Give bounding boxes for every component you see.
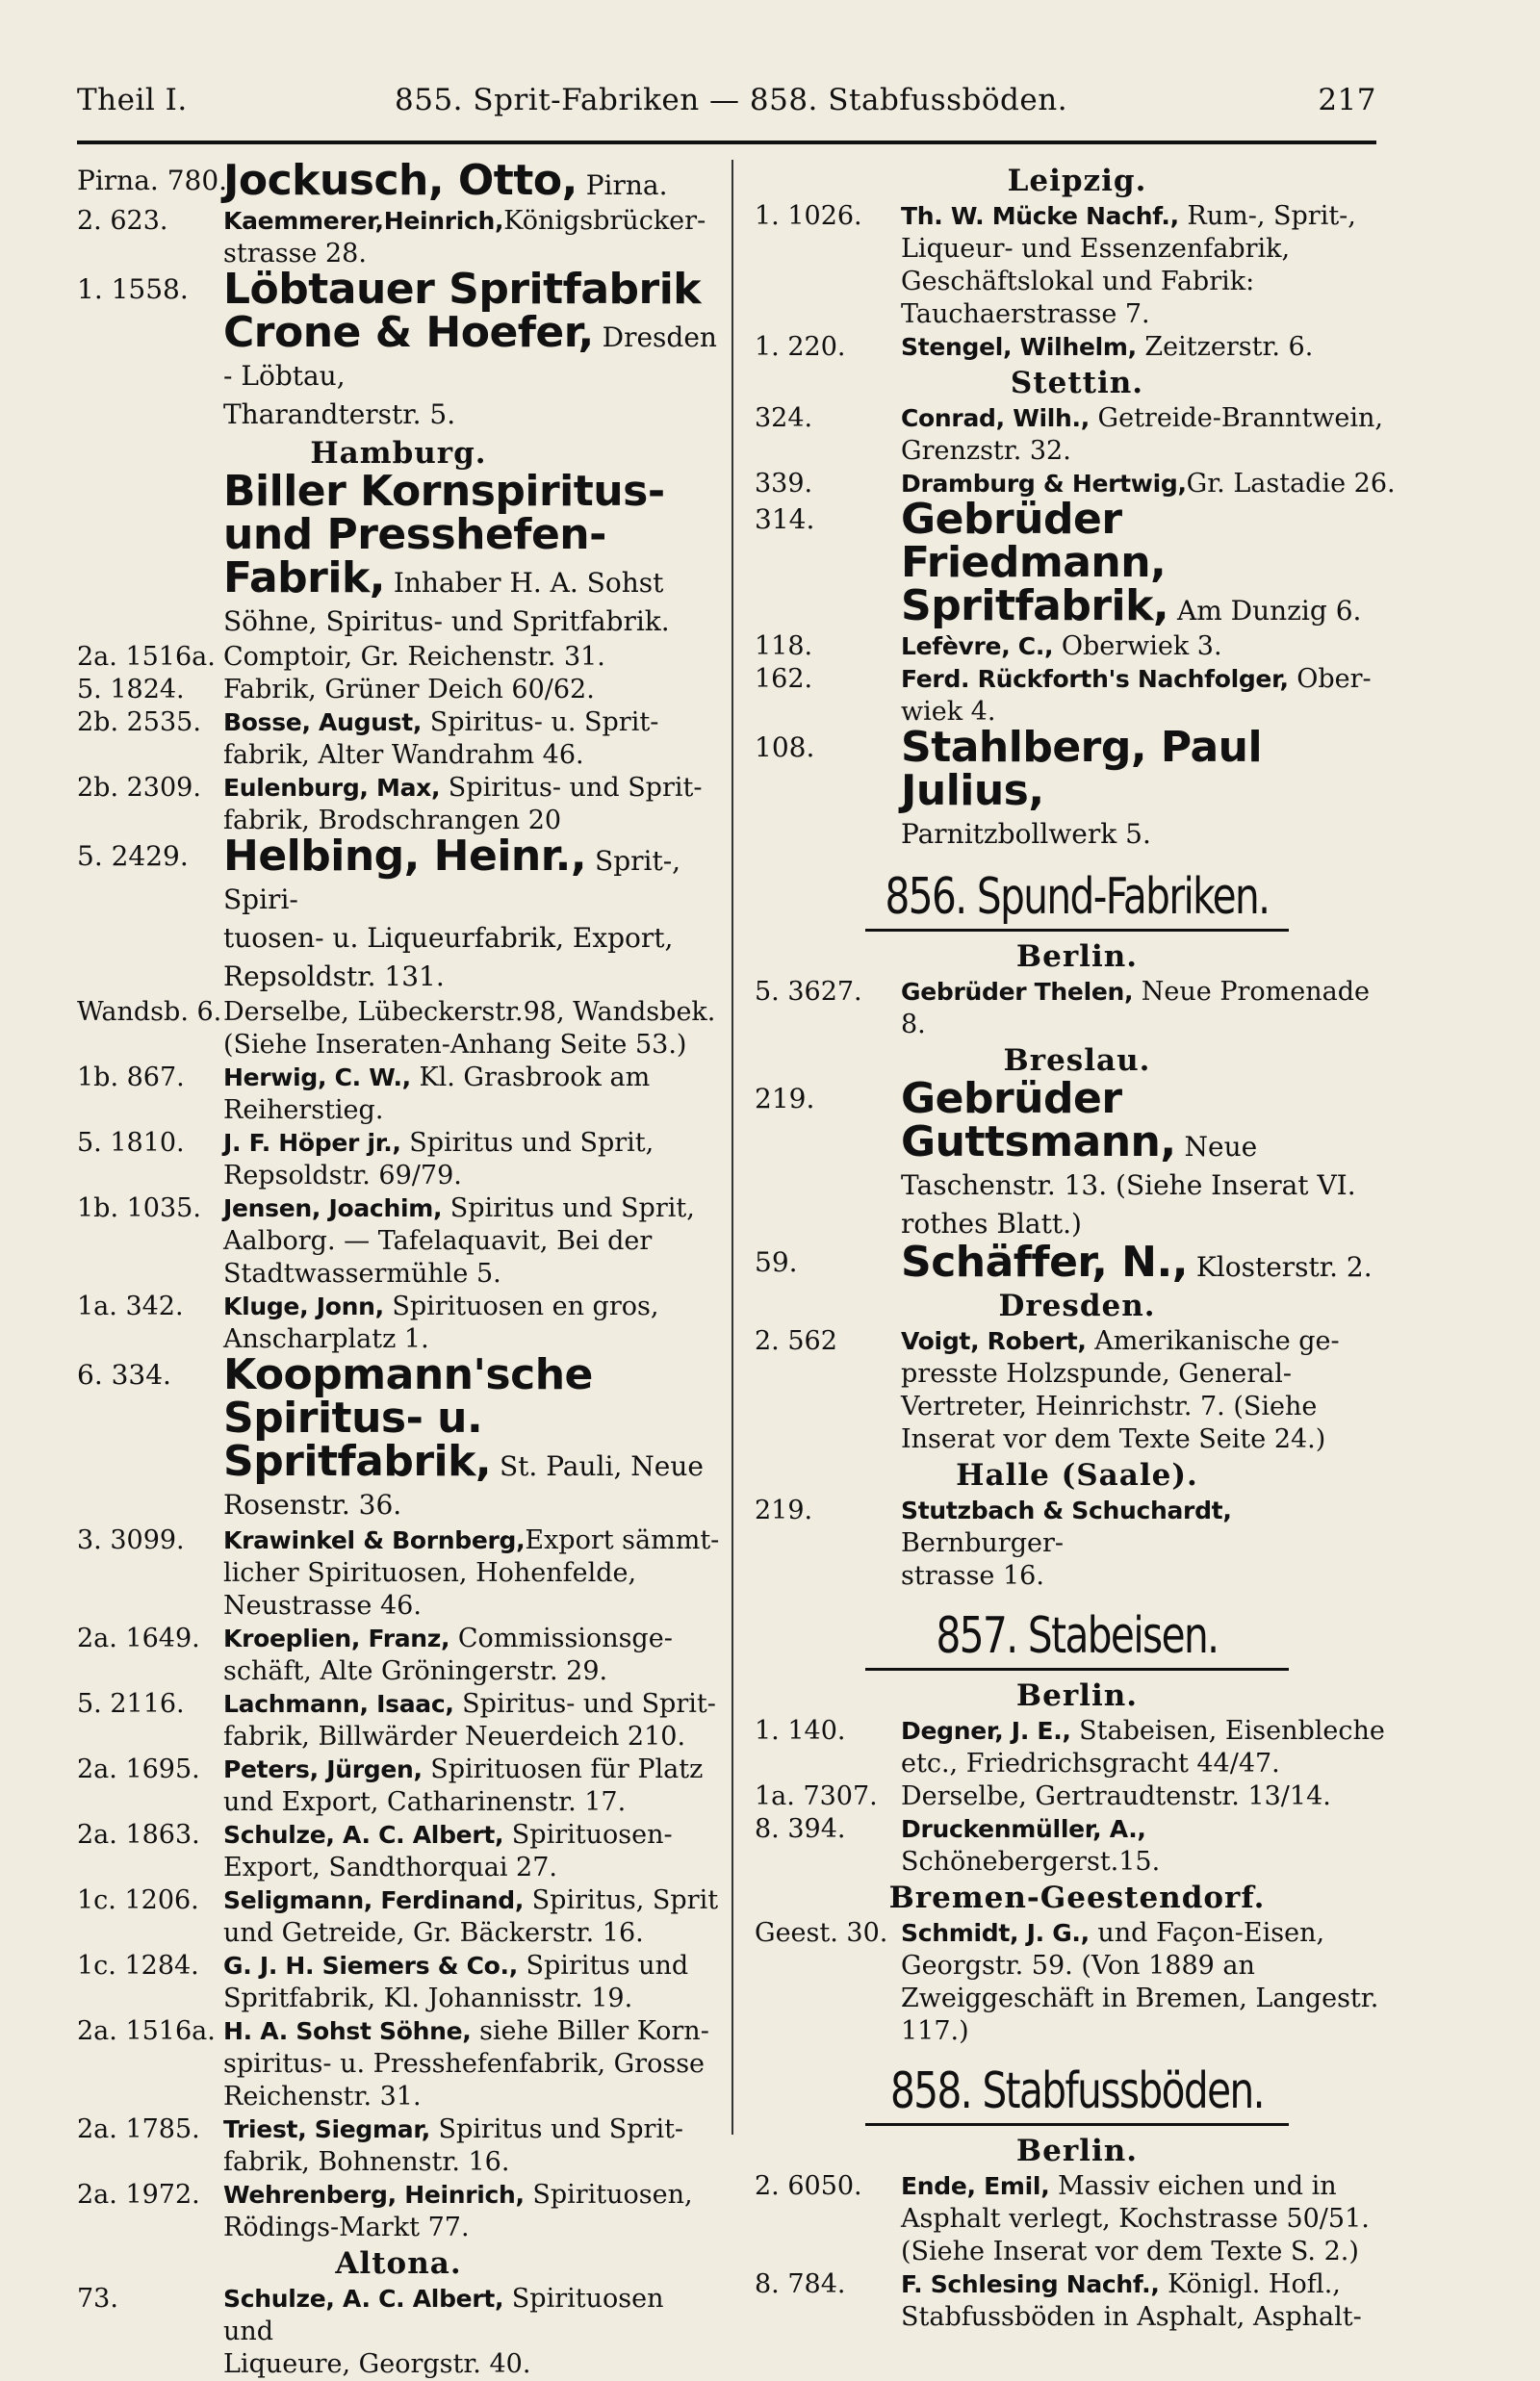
directory-entry xyxy=(755,1917,1399,2048)
city-heading: Breslau. xyxy=(1003,1043,1151,1078)
entry-text: Gr. Lastadie 26. xyxy=(1186,469,1396,499)
entry-text: Spirituosen für Platz xyxy=(422,1754,704,1784)
entry-body xyxy=(755,2268,1399,2334)
firm-name: F. Schlesing Nachf., xyxy=(901,2270,1160,2298)
firm-name: Koopmann'sche Spiritus- u. Spritfabrik, xyxy=(223,1350,593,1486)
city-heading: Stettin. xyxy=(1010,366,1144,400)
entry-text: Königl. Hofl., xyxy=(1159,2269,1341,2299)
firm-name: Lefèvre, C., xyxy=(901,632,1054,660)
entry-number: 6. 334. xyxy=(77,1359,171,1391)
entry-text: Getreide-Branntwein, xyxy=(1089,403,1383,433)
directory-entry xyxy=(755,630,1399,663)
entry-number: 5. 1810. xyxy=(77,1128,185,1158)
entry-body xyxy=(755,1325,1399,1456)
entry-text: Rum-, Sprit-, xyxy=(1178,201,1356,231)
entry-number: 2. 623. xyxy=(77,206,168,236)
entry-text: Spiritus- u. Sprit- xyxy=(422,707,659,737)
entry-text: und Façon-Eisen, xyxy=(1089,1918,1325,1948)
firm-name: Stahlberg, Paul Julius, xyxy=(901,723,1263,815)
city-heading: Berlin. xyxy=(1015,2134,1139,2168)
city-heading: Hamburg. xyxy=(310,436,487,471)
entry-body xyxy=(755,1074,1399,1243)
entry-body xyxy=(755,402,1399,468)
directory-entry xyxy=(77,1884,720,1950)
directory-entry xyxy=(77,265,720,434)
column-divider xyxy=(732,160,733,2135)
entry-text: Neue Promenade 8. xyxy=(901,977,1371,1039)
entry-number: 1. 1026. xyxy=(755,201,862,231)
directory-entry xyxy=(77,2015,720,2113)
entry-continuation: fabrik, Bohnenstr. 16. xyxy=(223,2147,510,2177)
entry-continuation: Rödings-Markt 77. xyxy=(223,2213,470,2242)
entry-continuation: wiek 4. xyxy=(901,697,996,727)
firm-name: Jensen, Joachim, xyxy=(223,1194,443,1222)
entry-number: 3. 3099. xyxy=(77,1525,185,1555)
entry-number: 5. 3627. xyxy=(755,977,862,1007)
entry-body xyxy=(77,2283,720,2381)
firm-name: Lachmann, Isaac, xyxy=(223,1690,454,1718)
firm-name: Helbing, Heinr., xyxy=(223,832,587,881)
entry-text: Dresden - Löbtau, xyxy=(223,321,717,392)
city-heading: Dresden. xyxy=(998,1289,1156,1323)
entry-number: 1c. 1284. xyxy=(77,1951,199,1981)
directory-entry xyxy=(77,1754,720,1819)
entry-number: 314. xyxy=(755,503,815,535)
directory-entry xyxy=(77,1350,720,1524)
entry-body xyxy=(755,1715,1399,1780)
directory-entry xyxy=(755,331,1399,364)
entry-text: St. Pauli, Neue xyxy=(491,1450,704,1482)
entry-number: 219. xyxy=(755,1083,815,1114)
entry-continuation: Grenzstr. 32. xyxy=(901,436,1071,466)
entry-body xyxy=(755,630,1399,663)
entry-number: Geest. 30. xyxy=(755,1918,888,1948)
firm-name: Bosse, August, xyxy=(223,708,423,736)
entry-text: Fabrik, Grüner Deich 60/62. xyxy=(223,675,595,704)
firm-name: Stengel, Wilhelm, xyxy=(901,333,1137,361)
firm-name: Voigt, Robert, xyxy=(901,1327,1087,1355)
entry-number: 2b. 2535. xyxy=(77,707,201,737)
firm-name: Druckenmüller, A., xyxy=(901,1815,1146,1843)
entry-continuation: Export, Sandthorquai 27. xyxy=(223,1853,557,1882)
firm-name: Kroeplien, Franz, xyxy=(223,1625,450,1652)
section-heading: 856. Spund-Fabriken. xyxy=(885,868,1270,926)
entry-number: 118. xyxy=(755,631,813,661)
entry-continuation: licher Spirituosen, Hohenfelde, Neustrasse 46. xyxy=(223,1558,637,1621)
firm-name: Th. W. Mücke Nachf., xyxy=(901,202,1179,230)
firm-name: Schmidt, J. G., xyxy=(901,1919,1090,1947)
city-heading: Leipzig. xyxy=(1007,164,1147,198)
entry-text: Spiritus, Sprit xyxy=(524,1885,719,1915)
entry-continuation: Tharandterstr. 5. xyxy=(223,398,456,430)
directory-entry xyxy=(755,402,1399,468)
directory-entry xyxy=(77,2283,720,2381)
directory-entry xyxy=(77,1688,720,1754)
entry-body xyxy=(755,495,1399,630)
firm-name: Kaemmerer,Heinrich, xyxy=(223,207,504,235)
directory-entry xyxy=(755,2268,1399,2334)
firm-name: J. F. Höper jr., xyxy=(223,1129,401,1157)
section-heading: 858. Stabfussböden. xyxy=(890,2062,1264,2120)
entry-number: 5. 2116. xyxy=(77,1689,185,1719)
entry-text: Inhaber H. A. Sohst Söhne, Spiritus- und Spritfabrik. xyxy=(223,567,670,637)
entry-number: 2a. 1649. xyxy=(77,1624,200,1653)
directory-entry xyxy=(77,1062,720,1127)
firm-name: Schulze, A. C. Albert, xyxy=(223,2285,504,2313)
directory-entry xyxy=(755,663,1399,729)
firm-name: Stutzbach & Schuchardt, xyxy=(901,1497,1232,1524)
entry-text: Klosterstr. 2. xyxy=(1187,1251,1373,1283)
firm-name: H. A. Sohst Söhne, xyxy=(223,2017,472,2045)
entry-text: Königsbrücker- xyxy=(503,206,706,236)
entry-continuation: Rosenstr. 36. xyxy=(223,1489,402,1521)
entry-number: 108. xyxy=(755,731,815,763)
entry-text: Amerikanische ge- xyxy=(1086,1326,1340,1356)
directory-entry xyxy=(77,1127,720,1192)
entry-continuation: tuosen- u. Liqueurfabrik, Export, Repsoldstr. 131. xyxy=(223,922,674,992)
firm-name: Jockusch, Otto, xyxy=(223,156,578,205)
entry-text: Derselbe, Gertraudtenstr. 13/14. xyxy=(901,1781,1331,1811)
directory-entry xyxy=(755,1780,1399,1813)
directory-entry xyxy=(77,832,720,996)
entry-text: Spirituosen- xyxy=(503,1820,673,1850)
entry-number: 2a. 1785. xyxy=(77,2114,200,2144)
entry-text: Spirituosen en gros, xyxy=(383,1292,659,1321)
entry-body xyxy=(755,723,1399,854)
entry-text: Kl. Grasbrook am xyxy=(410,1062,651,1092)
entry-continuation: Asphalt verlegt, Kochstrasse 50/51. (Siehe Inserat vor dem Texte S. 2.) xyxy=(901,2204,1370,2266)
entry-text: Pirna. xyxy=(577,169,668,201)
entry-number: 1a. 7307. xyxy=(755,1781,878,1811)
entry-number: Wandsb. 6. xyxy=(77,997,222,1027)
volume-label: Theil I. xyxy=(77,83,188,117)
entry-number: 324. xyxy=(755,403,813,433)
entry-number: 162. xyxy=(755,664,813,694)
directory-entry xyxy=(77,467,720,641)
entry-continuation: fabrik, Billwärder Neuerdeich 210. xyxy=(223,1722,686,1752)
firm-name: Gebrüder Friedmann, Spritfabrik, xyxy=(901,495,1169,630)
entry-text: Commissionsge- xyxy=(449,1624,673,1653)
entry-continuation: Stabfussböden in Asphalt, Asphalt- xyxy=(901,2302,1362,2332)
firm-name: Herwig, C. W., xyxy=(223,1063,411,1091)
directory-entry xyxy=(755,200,1399,331)
entry-continuation: und Getreide, Gr. Bäckerstr. 16. xyxy=(223,1918,644,1948)
entry-number: Pirna. 780. xyxy=(77,165,228,196)
firm-name: Gebrüder Thelen, xyxy=(901,978,1134,1006)
entry-number: 1a. 342. xyxy=(77,1292,184,1321)
entry-number: 2. 6050. xyxy=(755,2171,862,2201)
entry-text: Spiritus und Sprit- xyxy=(429,2114,684,2144)
directory-entry xyxy=(77,1623,720,1688)
entry-continuation: Georgstr. 59. (Von 1889 an Zweiggeschäft in Bremen, Langestr. 117.) xyxy=(901,1951,1379,2046)
directory-entry xyxy=(77,996,720,1062)
city-heading: Berlin. xyxy=(1015,1678,1139,1713)
entry-text: Spiritus- und Sprit- xyxy=(453,1689,716,1719)
firm-name: Ferd. Rückforth's Nachfolger, xyxy=(901,665,1289,693)
entry-continuation: spiritus- u. Presshefenfabrik, Grosse Reichenstr. 31. xyxy=(223,2049,706,2112)
firm-name: Biller Kornspiritus- und Presshefen-Fabrik, xyxy=(223,467,665,602)
entry-number: 2b. 2309. xyxy=(77,773,201,803)
directory-entry xyxy=(755,1495,1399,1593)
entry-continuation: fabrik, Alter Wandrahm 46. xyxy=(223,740,584,770)
directory-entry xyxy=(77,2179,720,2244)
entry-body xyxy=(755,663,1399,729)
entry-text: Massiv eichen und in xyxy=(1049,2171,1337,2201)
entry-number: 2a. 1516a. xyxy=(77,2016,216,2046)
entry-text: Schönebergerst.15. xyxy=(901,1847,1161,1877)
entry-continuation: Parnitzbollwerk 5. xyxy=(901,818,1151,850)
entry-number: 219. xyxy=(755,1496,813,1525)
entry-continuation: Reiherstieg. xyxy=(223,1095,384,1125)
firm-name: Eulenburg, Max, xyxy=(223,774,441,802)
entry-number: 1b. 867. xyxy=(77,1062,185,1092)
entry-text: siehe Biller Korn- xyxy=(471,2016,709,2046)
entry-continuation: Anscharplatz 1. xyxy=(223,1324,429,1354)
firm-name: Triest, Siegmar, xyxy=(223,2115,430,2143)
entry-body xyxy=(755,1813,1399,1879)
entry-number: 1c. 1206. xyxy=(77,1885,199,1915)
entry-continuation: fabrik, Brodschrangen 20 xyxy=(223,806,562,835)
entry-text: Spiritus und Sprit, xyxy=(400,1128,654,1158)
directory-entry xyxy=(755,1238,1399,1287)
directory-entry xyxy=(755,1813,1399,1879)
entry-number: 2a. 1516a. xyxy=(77,642,216,672)
left-column xyxy=(77,156,720,2381)
directory-entry xyxy=(755,1074,1399,1243)
entry-continuation: Taschenstr. 13. (Siehe Inserat VI. rothes Blatt.) xyxy=(901,1169,1356,1240)
firm-name: Schäffer, N., xyxy=(901,1238,1188,1287)
city-heading: Halle (Saale). xyxy=(956,1458,1198,1493)
city-heading: Altona. xyxy=(335,2246,462,2281)
entry-number: 2a. 1695. xyxy=(77,1754,200,1784)
entry-continuation: Aalborg. — Tafelaquavit, Bei der Stadtwassermühle 5. xyxy=(223,1226,653,1289)
entry-body xyxy=(755,331,1399,364)
city-heading: Berlin. xyxy=(1015,939,1139,974)
entry-continuation: Liqueur- und Essenzenfabrik, Geschäftslokal und Fabrik: Tauchaerstrasse 7. xyxy=(901,234,1291,329)
entry-continuation: Spritfabrik, Kl. Johannisstr. 19. xyxy=(223,1984,633,2013)
directory-entry xyxy=(755,1715,1399,1780)
entry-continuation: (Siehe Inseraten-Anhang Seite 53.) xyxy=(223,1030,687,1060)
entry-text: Export sämmt- xyxy=(525,1525,720,1555)
section-rule xyxy=(865,929,1289,932)
entry-text: Ober- xyxy=(1288,664,1372,694)
entry-number: 5. 1824. xyxy=(77,675,185,704)
city-heading: Bremen-Geestendorf. xyxy=(888,1881,1266,1915)
firm-name: Degner, J. E., xyxy=(901,1717,1071,1745)
entry-body xyxy=(77,467,720,641)
page-number: 217 xyxy=(1318,83,1376,117)
entry-continuation: strasse 28. xyxy=(223,239,367,269)
directory-entry xyxy=(755,1325,1399,1456)
entry-continuation: Liqueure, Georgstr. 40. xyxy=(223,2349,531,2379)
entry-number: 73. xyxy=(77,2284,118,2314)
directory-entry xyxy=(77,706,720,772)
entry-text: Zeitzerstr. 6. xyxy=(1136,332,1314,362)
firm-name: Krawinkel & Bornberg, xyxy=(223,1526,526,1554)
entry-number: 339. xyxy=(755,469,813,499)
directory-entry xyxy=(77,1819,720,1884)
firm-name: Conrad, Wilh., xyxy=(901,404,1090,432)
directory-entry xyxy=(77,1950,720,2015)
directory-entry xyxy=(755,723,1399,854)
firm-name: Peters, Jürgen, xyxy=(223,1755,423,1783)
entry-number: 8. 784. xyxy=(755,2269,846,2299)
entry-body xyxy=(755,1495,1399,1593)
directory-entry xyxy=(77,641,720,674)
entry-number: 5. 2429. xyxy=(77,840,189,872)
entry-text: Am Dunzig 6. xyxy=(1168,595,1362,627)
directory-entry xyxy=(77,2113,720,2179)
entry-continuation: etc., Friedrichsgracht 44/47. xyxy=(901,1749,1280,1779)
section-rule xyxy=(865,1668,1289,1671)
entry-number: 59. xyxy=(755,1246,798,1278)
entry-number: 1. 1558. xyxy=(77,273,189,305)
firm-name: Ende, Emil, xyxy=(901,2172,1050,2200)
entry-text: Spiritus und xyxy=(517,1951,689,1981)
entry-text: Bernburger- xyxy=(901,1528,1064,1558)
entry-text: Spirituosen, xyxy=(524,2180,693,2210)
running-title: 855. Sprit-Fabriken — 858. Stabfussböden. xyxy=(395,83,1068,117)
header-rule xyxy=(77,141,1376,144)
firm-name: Kluge, Jonn, xyxy=(223,1293,384,1320)
entry-text: Sprit-, Spiri- xyxy=(223,845,681,915)
page-header xyxy=(77,83,1376,131)
entry-text: Stabeisen, Eisenbleche xyxy=(1070,1716,1385,1746)
entry-number: 2a. 1972. xyxy=(77,2180,200,2210)
entry-number: 1. 220. xyxy=(755,332,846,362)
entry-text: Spiritus- und Sprit- xyxy=(440,773,703,803)
directory-entry xyxy=(77,772,720,837)
directory-entry xyxy=(755,495,1399,630)
firm-name: Seligmann, Ferdinand, xyxy=(223,1886,525,1914)
entry-body xyxy=(755,1238,1399,1287)
entry-continuation: schäft, Alte Gröningerstr. 29. xyxy=(223,1656,608,1686)
section-heading: 857. Stabeisen. xyxy=(936,1607,1219,1665)
firm-name: G. J. H. Siemers & Co., xyxy=(223,1952,518,1980)
entry-continuation: strasse 16. xyxy=(901,1561,1044,1591)
entry-text: Spirituosen und xyxy=(223,2284,664,2346)
entry-continuation: presste Holzspunde, General-Vertreter, Heinrichstr. 7. (Siehe Inserat vor dem Texte Seite 24.) xyxy=(901,1359,1326,1454)
directory-entry xyxy=(77,205,720,270)
entry-number: 1. 140. xyxy=(755,1716,846,1746)
directory-entry xyxy=(77,1524,720,1623)
entry-number: 2. 562 xyxy=(755,1326,837,1356)
directory-entry xyxy=(77,1192,720,1291)
directory-entry xyxy=(755,976,1399,1041)
firm-name: Schulze, A. C. Albert, xyxy=(223,1821,504,1849)
entry-text: Comptoir, Gr. Reichenstr. 31. xyxy=(223,642,605,672)
entry-body xyxy=(77,205,720,270)
entry-text: Neue xyxy=(1175,1131,1258,1163)
entry-body xyxy=(77,1350,720,1524)
entry-number: 1b. 1035. xyxy=(77,1193,201,1223)
entry-number: 2a. 1863. xyxy=(77,1820,200,1850)
directory-entry xyxy=(77,674,720,706)
entry-number: 8. 394. xyxy=(755,1814,846,1844)
directory-entry xyxy=(77,156,720,205)
firm-name: Wehrenberg, Heinrich, xyxy=(223,2181,525,2209)
directory-entry xyxy=(755,2170,1399,2268)
section-rule xyxy=(865,2123,1289,2126)
firm-name: Löbtauer Spritfabrik Crone & Hoefer, xyxy=(223,265,702,357)
entry-continuation: und Export, Catharinenstr. 17. xyxy=(223,1787,627,1817)
firm-name: Dramburg & Hertwig, xyxy=(901,470,1187,498)
right-column xyxy=(755,162,1399,2334)
entry-text: Spiritus und Sprit, xyxy=(442,1193,695,1223)
entry-continuation: Repsoldstr. 69/79. xyxy=(223,1161,462,1190)
entry-text: Derselbe, Lübeckerstr.98, Wandsbek. xyxy=(223,997,716,1027)
firm-name: Gebrüder Guttsmann, xyxy=(901,1074,1176,1166)
directory-entry xyxy=(77,1291,720,1356)
entry-text: Oberwiek 3. xyxy=(1053,631,1222,661)
